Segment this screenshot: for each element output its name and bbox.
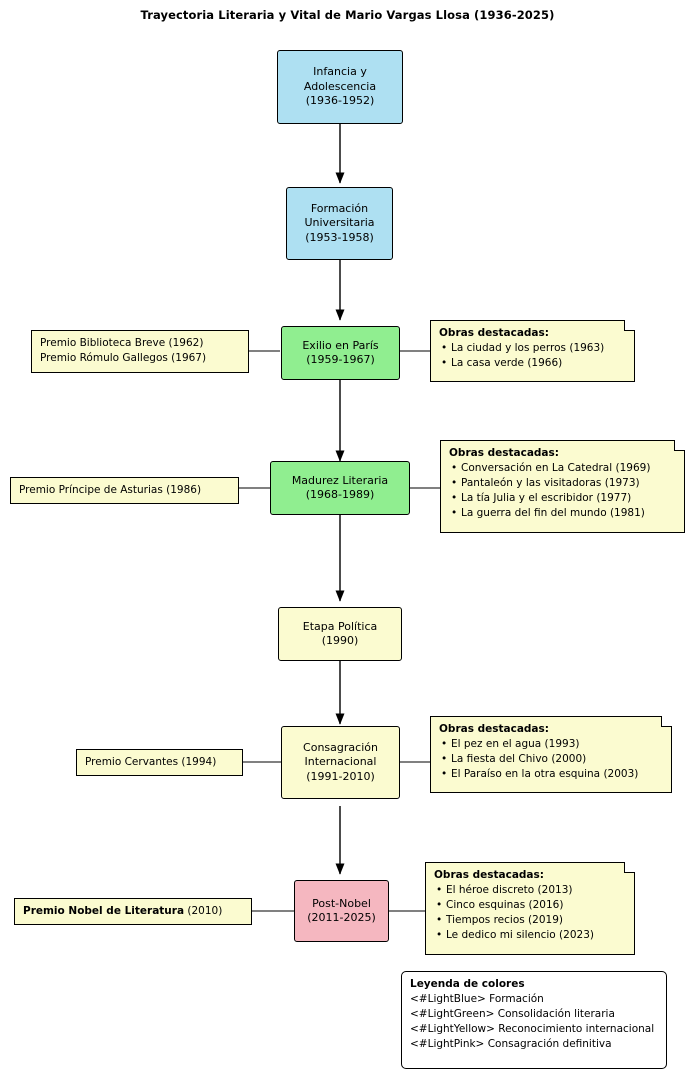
folded-corner-icon	[624, 320, 635, 331]
legend-header: Leyenda de colores	[410, 978, 525, 990]
note-obras-consagracion-item: • El Paraíso en la otra esquina (2003)	[451, 767, 663, 782]
note-obras-exilio-item: • La casa verde (1966)	[451, 356, 626, 371]
folded-corner-icon	[661, 716, 672, 727]
node-madurez-line-1: Madurez Literaria	[291, 473, 389, 487]
note-premio-consagracion-line-1: Premio Cervantes (1994)	[85, 756, 217, 768]
note-obras-exilio-header: Obras destacadas:	[439, 327, 549, 339]
legend-row-lightblue: <#LightBlue> Formación	[410, 993, 544, 1005]
note-obras-postnobel-item: • El héroe discreto (2013)	[446, 883, 626, 898]
legend-panel	[401, 971, 667, 1069]
node-politica[interactable]	[278, 607, 402, 661]
note-premios-exilio-line-2: Premio Rómulo Gallegos (1967)	[40, 352, 207, 364]
note-obras-postnobel-item: • Le dedico mi silencio (2023)	[446, 928, 626, 943]
node-politica-line-2: (1990)	[321, 634, 359, 647]
note-obras-postnobel-item: • Tiempos recios (2019)	[446, 913, 626, 928]
page-title: Trayectoria Literaria y Vital de Mario Vargas Llosa (1936-2025)	[140, 8, 555, 22]
folded-corner-icon	[624, 862, 635, 873]
node-politica-line-1: Etapa Política	[302, 619, 378, 633]
note-premio-madurez[interactable]	[10, 477, 239, 504]
note-premio-madurez-line-1: Premio Príncipe de Asturias (1986)	[19, 484, 202, 496]
node-madurez-line-2: (1968-1989)	[305, 488, 375, 501]
note-obras-consagracion[interactable]	[430, 716, 672, 793]
node-exilio-line-2: (1959-1967)	[306, 353, 375, 366]
note-obras-consagracion-header: Obras destacadas:	[439, 723, 549, 735]
node-exilio[interactable]	[281, 326, 400, 380]
node-postnobel[interactable]	[294, 880, 389, 942]
note-obras-madurez-item: • La guerra del fin del mundo (1981)	[461, 506, 676, 521]
note-obras-consagracion-item: • El pez en el agua (1993)	[451, 737, 663, 752]
note-obras-exilio[interactable]	[430, 320, 635, 382]
note-premios-exilio[interactable]	[31, 330, 249, 373]
note-premio-nobel-text	[23, 904, 243, 919]
node-formacion-line-1: Formación	[310, 201, 369, 215]
node-postnobel-line-1: Post-Nobel	[312, 896, 371, 910]
note-obras-postnobel-item: • Cinco esquinas (2016)	[446, 898, 626, 913]
legend-row-lightpink: <#LightPink> Consagración definitiva	[410, 1038, 612, 1050]
note-obras-postnobel-header: Obras destacadas:	[434, 869, 544, 881]
note-obras-madurez-item: • La tía Julia y el escribidor (1977)	[461, 491, 676, 506]
note-premios-exilio-line-1: Premio Biblioteca Breve (1962)	[40, 337, 204, 349]
folded-corner-icon	[674, 440, 685, 451]
node-exilio-line-1: Exilio en París	[302, 338, 379, 352]
note-obras-madurez-header: Obras destacadas:	[449, 447, 559, 459]
note-obras-madurez-item: • Conversación en La Catedral (1969)	[461, 461, 676, 476]
node-consagracion-line-1: Consagración	[303, 740, 378, 754]
note-obras-postnobel[interactable]	[425, 862, 635, 955]
node-infancia-line-3: (1936-1952)	[305, 94, 375, 108]
note-obras-madurez[interactable]	[440, 440, 685, 533]
legend-row-lightgreen: <#LightGreen> Consolidación literaria	[410, 1008, 615, 1020]
node-postnobel-line-2: (2011-2025)	[307, 911, 376, 924]
node-formacion[interactable]	[286, 187, 393, 260]
note-premio-consagracion[interactable]	[76, 749, 243, 776]
node-consagracion-line-2: Internacional	[304, 755, 377, 769]
note-obras-consagracion-item: • La fiesta del Chivo (2000)	[451, 752, 663, 767]
note-obras-exilio-item: • La ciudad y los perros (1963)	[451, 341, 626, 356]
node-infancia-line-2: Adolescencia	[303, 79, 377, 93]
node-infancia-line-1: Infancia y	[313, 65, 367, 79]
node-formacion-line-3: (1953-1958)	[305, 230, 374, 244]
node-madurez[interactable]	[270, 461, 410, 515]
node-consagracion[interactable]	[281, 726, 400, 799]
legend-row-lightyellow: <#LightYellow> Reconocimiento internacional	[410, 1023, 655, 1035]
node-infancia[interactable]	[277, 50, 403, 124]
note-premio-nobel-bold: Premio Nobel de Literatura	[23, 905, 185, 917]
note-premio-nobel-rest: (2010)	[184, 905, 223, 917]
note-premio-nobel[interactable]	[14, 898, 252, 925]
node-formacion-line-2: Universitaria	[304, 216, 375, 230]
node-consagracion-line-3: (1991-2010)	[306, 769, 375, 783]
note-obras-madurez-item: • Pantaleón y las visitadoras (1973)	[461, 476, 676, 491]
